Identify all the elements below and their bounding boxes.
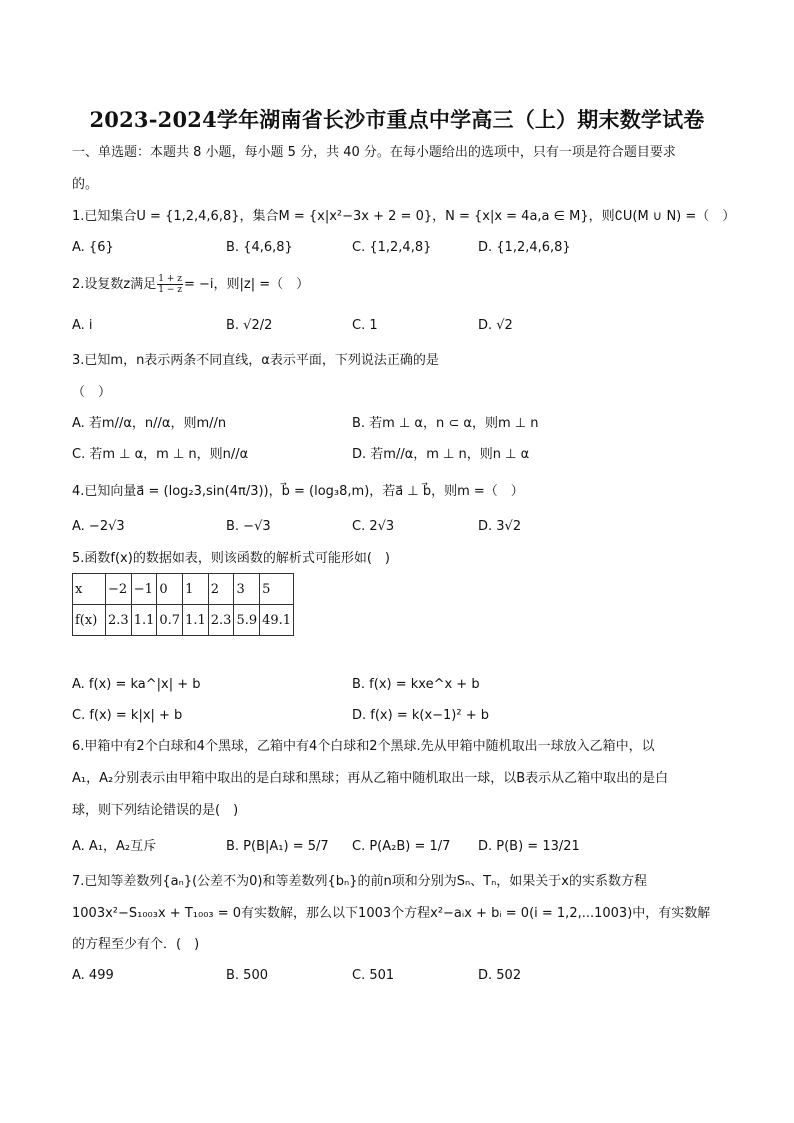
table-cell: f(x) — [73, 605, 106, 636]
table-cell: 1 — [183, 574, 209, 605]
q6-option-c: C. P(A₂B) = 1/7 — [352, 839, 451, 854]
q5-data-table — [72, 573, 294, 636]
table-row — [73, 574, 294, 605]
q3-option-b: B. 若m ⊥ α，n ⊂ α，则m ⊥ n — [352, 416, 539, 431]
q2-option-c: C. 1 — [352, 318, 378, 333]
q7-stem-line-2: 1003x²−S₁₀₀₃x + T₁₀₀₃ = 0有实数解，那么以下1003个方程x²−aᵢx + bᵢ = 0(i = 1,2,...1003)中，有实数解 — [72, 906, 711, 921]
q2-option-a: A. i — [72, 318, 93, 333]
q2-option-d: D. √2 — [478, 318, 513, 333]
q2-stem-pre: 2.设复数z满足 — [72, 277, 157, 292]
q6-stem-line-1: 6.甲箱中有2个白球和4个黑球，乙箱中有4个白球和2个黑球.先从甲箱中随机取出一球放入乙箱中，以 — [72, 739, 655, 754]
q4-option-c: C. 2√3 — [352, 519, 395, 534]
table-cell: 49.1 — [260, 605, 294, 636]
q4-stem: 4.已知向量a⃗ = (log₂3,sin(4π/3))，b⃗ = (log₃8,m)，若a⃗ ⊥ b⃗，则m =（ ） — [72, 484, 524, 499]
q3-option-a: A. 若m//α，n//α，则m//n — [72, 416, 227, 431]
q1-option-a: A. {6} — [72, 240, 114, 255]
q1-option-d: D. {1,2,4,6,8} — [478, 240, 571, 255]
q5-option-a: A. f(x) = ka^|x| + b — [72, 677, 201, 692]
page-title: 2023-2024学年湖南省长沙市重点中学高三（上）期末数学试卷 — [89, 107, 705, 132]
table-cell: 5.9 — [234, 605, 260, 636]
q7-option-a: A. 499 — [72, 968, 114, 983]
q5-option-b: B. f(x) = kxe^x + b — [352, 677, 480, 692]
q7-stem-line-1: 7.已知等差数列{aₙ}(公差不为0)和等差数列{bₙ}的前n项和分别为Sₙ、Tₙ，如果关于x的实系数方程 — [72, 874, 647, 889]
table-cell: 3 — [234, 574, 260, 605]
q7-option-d: D. 502 — [478, 968, 522, 983]
q6-option-b: B. P(B|A₁) = 5/7 — [226, 839, 329, 854]
q4-option-a: A. −2√3 — [72, 519, 125, 534]
q1-option-b: B. {4,6,8} — [226, 240, 293, 255]
q2-fraction — [157, 274, 183, 295]
q2-stem — [72, 274, 309, 295]
table-cell: 1.1 — [183, 605, 209, 636]
table-cell: 1.1 — [131, 605, 157, 636]
table-row — [73, 605, 294, 636]
section-heading-line-1: 一、单选题：本题共 8 小题，每小题 5 分，共 40 分。在每小题给出的选项中，只有一项是符合题目要求 — [72, 145, 676, 160]
q1-option-c: C. {1,2,4,8} — [352, 240, 432, 255]
table-cell: 5 — [260, 574, 294, 605]
table-cell: 0.7 — [157, 605, 183, 636]
table-cell: 2 — [208, 574, 234, 605]
q3-option-d: D. 若m//α，m ⊥ n，则n ⊥ α — [352, 447, 530, 462]
q2-frac-den: 1 − z — [158, 285, 182, 295]
q6-option-a: A. A₁，A₂互斥 — [72, 839, 157, 854]
q5-option-c: C. f(x) = k|x| + b — [72, 708, 183, 723]
q7-option-b: B. 500 — [226, 968, 268, 983]
q7-stem-line-3: 的方程至少有个．( ) — [72, 937, 200, 952]
q1-stem: 1.已知集合U = {1,2,4,6,8}，集合M = {x|x²−3x + 2 = 0}，N = {x|x = 4a,a ∈ M}，则∁U(M ∪ N) =（ ） — [72, 209, 736, 224]
q6-stem-line-2: A₁，A₂分别表示由甲箱中取出的是白球和黑球；再从乙箱中随机取出一球，以B表示从乙箱中取出的是白 — [72, 771, 669, 786]
table-cell: −1 — [131, 574, 157, 605]
q4-option-d: D. 3√2 — [478, 519, 522, 534]
table-cell: 2.3 — [106, 605, 132, 636]
table-cell: 0 — [157, 574, 183, 605]
q5-option-d: D. f(x) = k(x−1)² + b — [352, 708, 489, 723]
q7-option-c: C. 501 — [352, 968, 395, 983]
table-cell: 2.3 — [208, 605, 234, 636]
q3-answer-paren: （ ） — [72, 385, 112, 400]
q2-stem-post: = −i，则|z| =（ ） — [183, 277, 310, 292]
q3-stem: 3.已知m，n表示两条不同直线，α表示平面，下列说法正确的是 — [72, 353, 439, 368]
section-heading-line-2: 的。 — [72, 177, 99, 192]
q2-frac-num: 1 + z — [158, 274, 182, 284]
table-cell: −2 — [106, 574, 132, 605]
q4-option-b: B. −√3 — [226, 519, 271, 534]
q6-stem-line-3: 球，则下列结论错误的是( ) — [72, 803, 239, 818]
q6-option-d: D. P(B) = 13/21 — [478, 839, 580, 854]
q5-stem: 5.函数f(x)的数据如表，则该函数的解析式可能形如( ) — [72, 551, 390, 566]
table-cell: x — [73, 574, 106, 605]
q3-option-c: C. 若m ⊥ α，m ⊥ n，则n//α — [72, 447, 249, 462]
q2-option-b: B. √2/2 — [226, 318, 273, 333]
